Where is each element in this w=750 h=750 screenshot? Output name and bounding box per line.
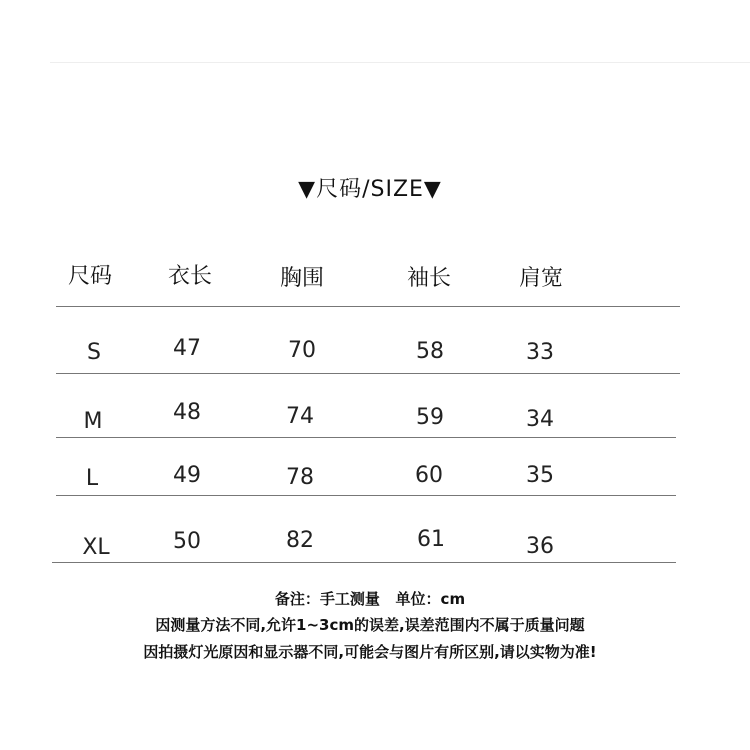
chest-cell: 74 (286, 404, 314, 429)
shoulder-cell: 36 (526, 534, 554, 559)
chest-cell: 78 (286, 465, 314, 490)
shoulder-cell: 33 (526, 340, 554, 365)
length-cell: 50 (173, 529, 201, 554)
table-divider (56, 373, 680, 374)
sleeve-cell: 60 (415, 463, 443, 488)
shoulder-cell: 34 (526, 407, 554, 432)
display-disclaimer-note: 因拍摄灯光原因和显示器不同,可能会与图片有所区别,请以实物为准! (143, 643, 597, 661)
length-cell: 49 (173, 463, 201, 488)
header-length: 衣长 (167, 264, 213, 289)
length-cell: 48 (173, 400, 201, 425)
table-divider (52, 562, 676, 563)
tolerance-note: 因测量方法不同,允许1~3cm的误差,误差范围内不属于质量问题 (155, 616, 585, 634)
header-shoulder: 肩宽 (518, 266, 564, 291)
chest-cell: 70 (288, 338, 316, 363)
size-cell: L (85, 466, 99, 491)
table-divider (56, 437, 676, 438)
sleeve-cell: 58 (416, 339, 444, 364)
size-cell: M (83, 409, 103, 434)
size-chart-title: ▼尺码/SIZE▼ (298, 177, 442, 202)
sleeve-cell: 59 (416, 405, 444, 430)
length-cell: 47 (173, 336, 201, 361)
sleeve-cell: 61 (417, 527, 445, 552)
shoulder-cell: 35 (526, 463, 554, 488)
chest-cell: 82 (286, 528, 314, 553)
header-sleeve: 袖长 (406, 266, 452, 291)
table-divider (56, 495, 676, 496)
size-cell: XL (82, 535, 110, 560)
table-divider (56, 306, 680, 307)
size-cell: S (87, 340, 101, 365)
header-chest: 胸围 (279, 266, 325, 291)
header-size: 尺码 (67, 264, 113, 289)
measurement-note: 备注：手工测量 单位：cm (274, 590, 466, 608)
top-divider (50, 62, 750, 63)
